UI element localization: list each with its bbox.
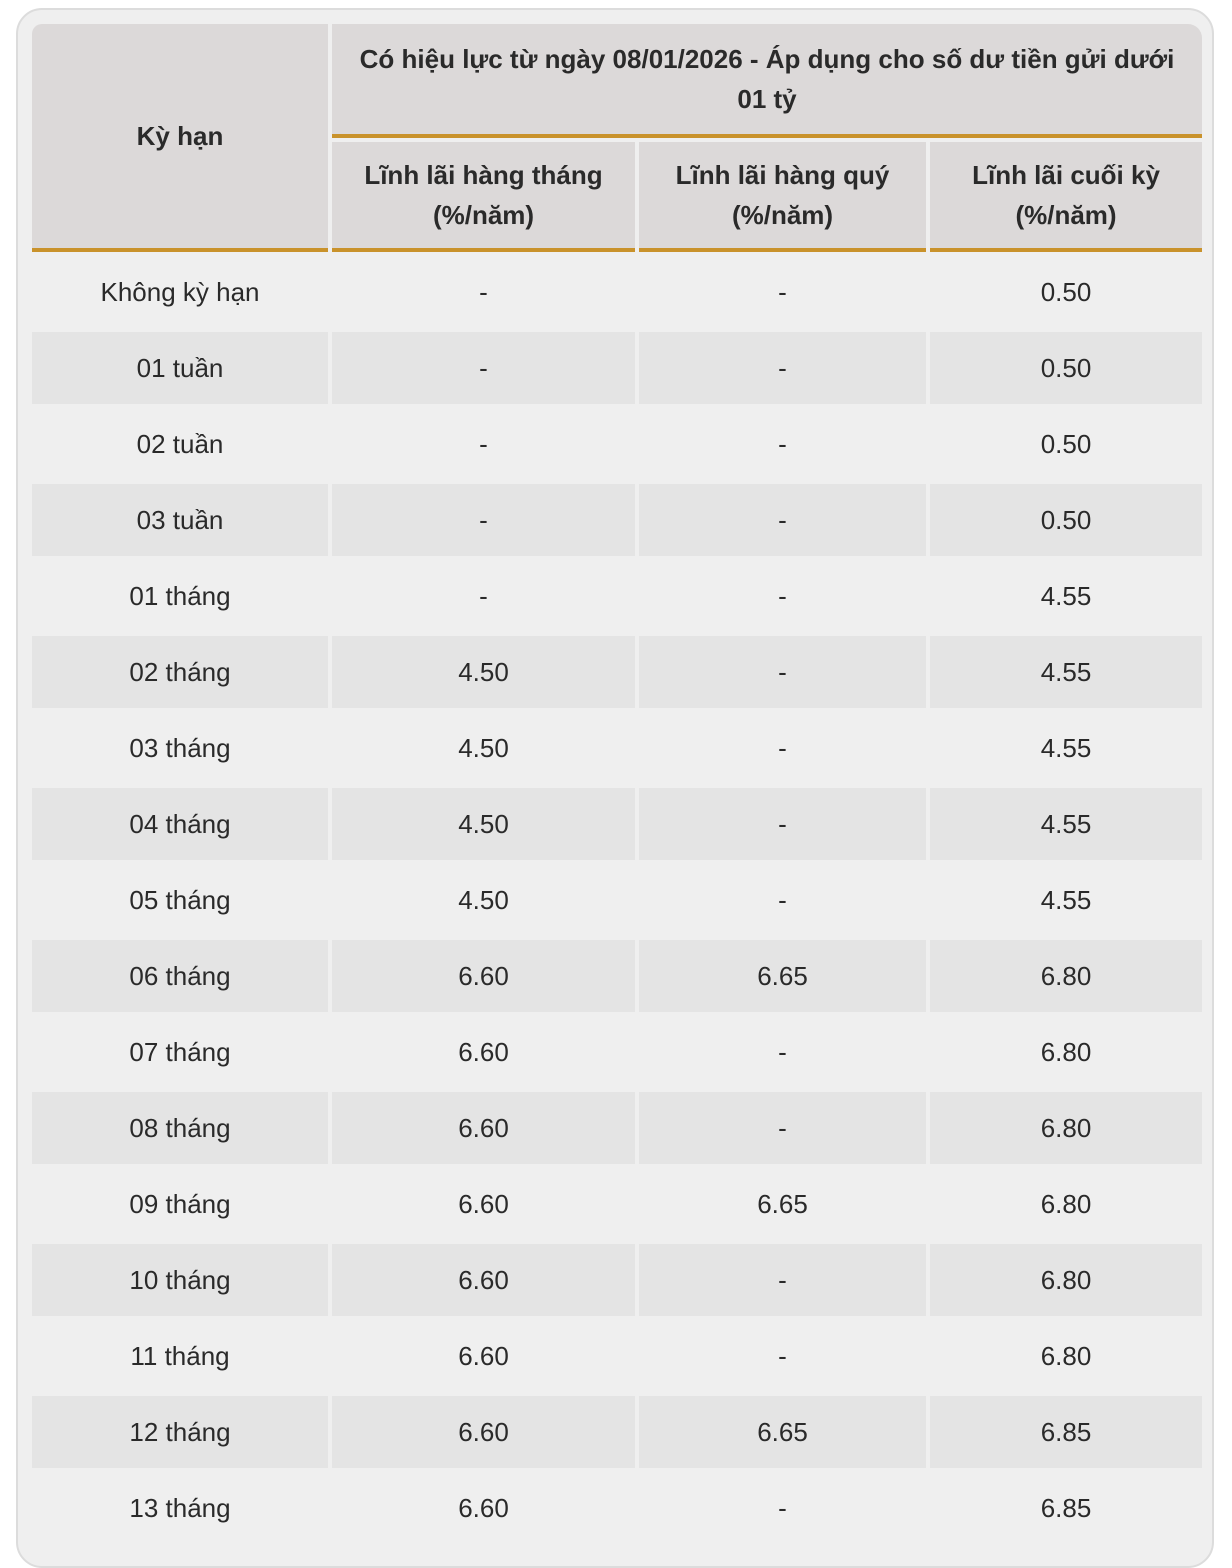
- cell-quarterly: -: [778, 1340, 787, 1371]
- cell-term: 10 tháng: [32, 1244, 328, 1316]
- table-row: [32, 560, 1202, 632]
- cell-end-of-term: 4.55: [930, 788, 1202, 860]
- cell-monthly: 4.50: [332, 788, 635, 860]
- table-row: [32, 1472, 1202, 1544]
- table-row: [32, 636, 1202, 708]
- cell-monthly: -: [479, 428, 488, 459]
- cell-quarterly: -: [778, 884, 787, 915]
- table-row: [32, 332, 1202, 404]
- cell-term: 04 tháng: [32, 788, 328, 860]
- cell-quarterly: -: [639, 636, 926, 708]
- cell-end-of-term: 6.80: [1040, 1340, 1092, 1371]
- header-effective-date: Có hiệu lực từ ngày 08/01/2026 - Áp dụng cho số dư tiền gửi dưới 01 tỷ: [332, 24, 1202, 138]
- cell-term: 02 tuần: [136, 428, 224, 459]
- cell-end-of-term: 0.50: [930, 484, 1202, 556]
- cell-quarterly: 6.65: [639, 1396, 926, 1468]
- table-row: [32, 484, 1202, 556]
- cell-monthly: -: [479, 580, 488, 611]
- cell-quarterly: -: [778, 1492, 787, 1523]
- table-row: [32, 1092, 1202, 1164]
- cell-term: Không kỳ hạn: [100, 276, 260, 307]
- cell-end-of-term: 6.80: [930, 1092, 1202, 1164]
- cell-term: 06 tháng: [32, 940, 328, 1012]
- cell-end-of-term: 4.55: [1040, 732, 1092, 763]
- cell-monthly: 6.60: [332, 1396, 635, 1468]
- cell-monthly: 6.60: [332, 1244, 635, 1316]
- table-row: [32, 940, 1202, 1012]
- table-row: [32, 1016, 1202, 1088]
- cell-term: 01 tháng: [129, 580, 231, 611]
- cell-end-of-term: 4.55: [1040, 884, 1092, 915]
- cell-end-of-term: 4.55: [1040, 580, 1092, 611]
- cell-quarterly: -: [639, 332, 926, 404]
- header-row-top: [32, 24, 1202, 138]
- table-row: [32, 1396, 1202, 1468]
- table-row: [32, 1168, 1202, 1240]
- cell-quarterly: -: [639, 484, 926, 556]
- header-end-of-term: Lĩnh lãi cuối kỳ (%/năm): [930, 142, 1202, 252]
- cell-term: 13 tháng: [129, 1492, 231, 1523]
- cell-monthly: -: [332, 484, 635, 556]
- cell-quarterly: -: [778, 276, 787, 307]
- cell-end-of-term: 0.50: [1040, 428, 1092, 459]
- cell-end-of-term: 0.50: [930, 332, 1202, 404]
- cell-term: 08 tháng: [32, 1092, 328, 1164]
- cell-monthly: 6.60: [458, 1492, 509, 1523]
- rates-card: [16, 8, 1214, 1568]
- cell-term: 11 tháng: [130, 1340, 230, 1371]
- cell-term: 07 tháng: [129, 1036, 231, 1067]
- table-body: [32, 256, 1202, 1544]
- cell-monthly: 4.50: [458, 732, 509, 763]
- header-monthly: Lĩnh lãi hàng tháng (%/năm): [332, 142, 635, 252]
- header-quarterly: Lĩnh lãi hàng quý (%/năm): [639, 142, 926, 252]
- table-row: [32, 408, 1202, 480]
- cell-quarterly: -: [639, 1092, 926, 1164]
- cell-quarterly: 6.65: [639, 940, 926, 1012]
- cell-quarterly: -: [778, 1036, 787, 1067]
- cell-end-of-term: 6.85: [1040, 1492, 1092, 1523]
- cell-quarterly: 6.65: [757, 1188, 808, 1219]
- cell-end-of-term: 6.80: [930, 940, 1202, 1012]
- table-header: [32, 24, 1202, 252]
- table-row: [32, 712, 1202, 784]
- cell-end-of-term: 6.80: [1040, 1188, 1092, 1219]
- cell-end-of-term: 6.80: [1040, 1036, 1092, 1067]
- cell-term: 03 tuần: [32, 484, 328, 556]
- cell-end-of-term: 4.55: [930, 636, 1202, 708]
- cell-monthly: 6.60: [458, 1036, 509, 1067]
- cell-term: 02 tháng: [32, 636, 328, 708]
- cell-term: 01 tuần: [32, 332, 328, 404]
- cell-term: 12 tháng: [32, 1396, 328, 1468]
- cell-end-of-term: 6.85: [930, 1396, 1202, 1468]
- header-term: Kỳ hạn: [32, 24, 328, 252]
- cell-monthly: 4.50: [332, 636, 635, 708]
- cell-term: 03 tháng: [129, 732, 231, 763]
- cell-term: 09 tháng: [129, 1188, 231, 1219]
- table-row: [32, 1320, 1202, 1392]
- cell-quarterly: -: [778, 732, 787, 763]
- cell-end-of-term: 0.50: [1040, 276, 1092, 307]
- cell-monthly: 6.60: [332, 1092, 635, 1164]
- cell-quarterly: -: [778, 580, 787, 611]
- table-row: [32, 788, 1202, 860]
- cell-term: 05 tháng: [129, 884, 231, 915]
- table-row: [32, 1244, 1202, 1316]
- cell-monthly: 6.60: [332, 940, 635, 1012]
- cell-quarterly: -: [778, 428, 787, 459]
- cell-monthly: -: [479, 276, 488, 307]
- cell-quarterly: -: [639, 1244, 926, 1316]
- cell-monthly: -: [332, 332, 635, 404]
- table-row: [32, 256, 1202, 328]
- interest-rate-table: [28, 20, 1206, 1548]
- cell-quarterly: -: [639, 788, 926, 860]
- cell-monthly: 6.60: [458, 1340, 509, 1371]
- cell-monthly: 6.60: [458, 1188, 509, 1219]
- table-row: [32, 864, 1202, 936]
- cell-end-of-term: 6.80: [930, 1244, 1202, 1316]
- cell-monthly: 4.50: [458, 884, 509, 915]
